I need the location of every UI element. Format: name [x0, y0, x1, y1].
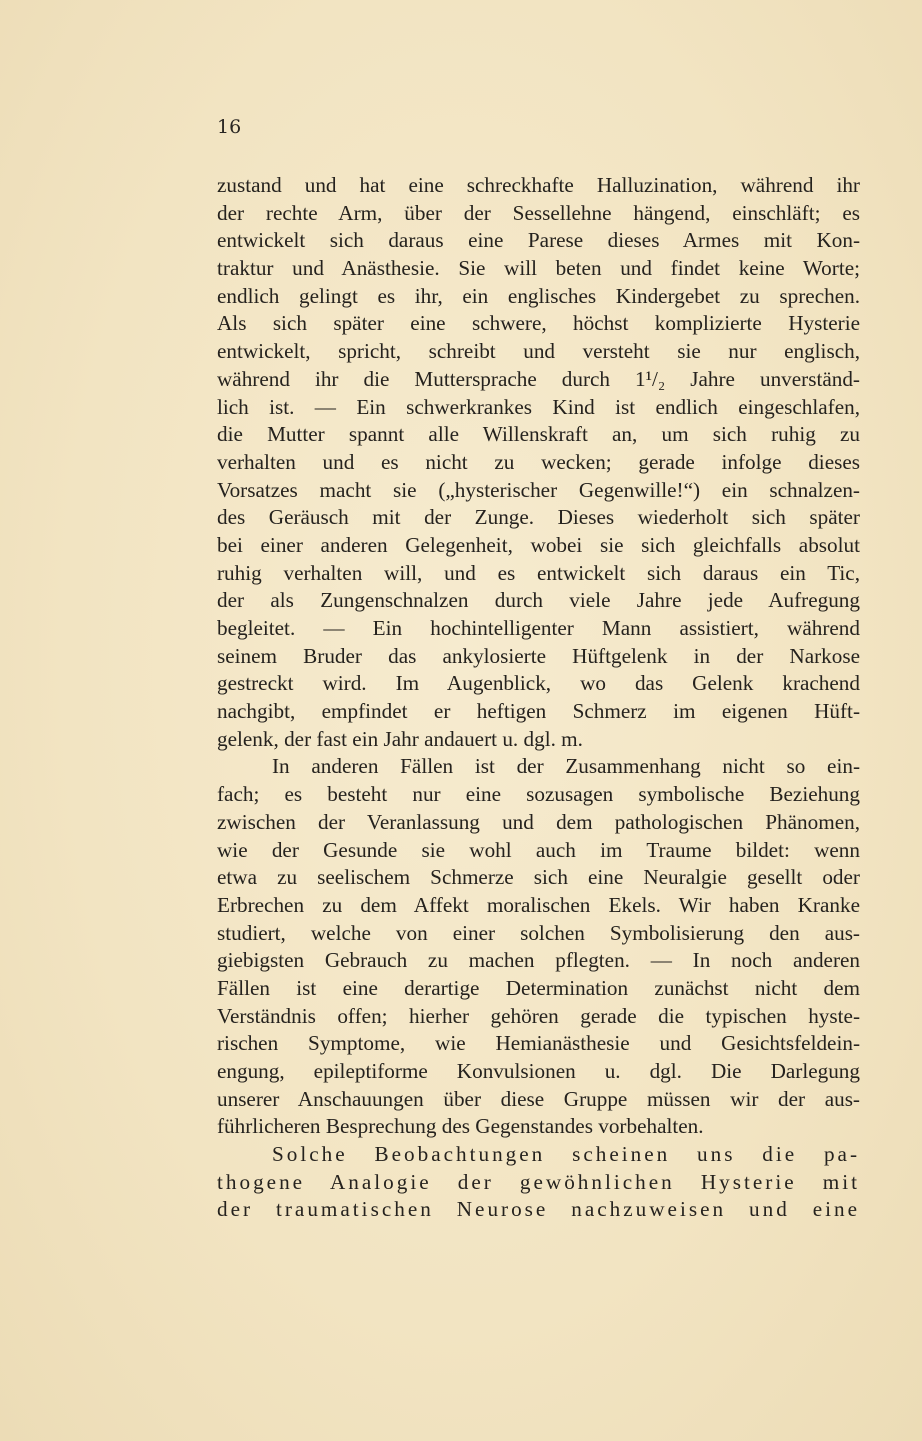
text-line: der rechte Arm, über der Sessellehne hängend, einschläft; es — [217, 200, 860, 225]
text-line: fach; es besteht nur eine sozusagen symbolische Beziehung — [217, 782, 860, 807]
text-line: Vorsatzes macht sie („hysterischer Gegenwille!“) ein schnalzen- — [217, 477, 860, 502]
text-line: engung, epileptiforme Konvulsionen u. dgl. Die Darlegung — [217, 1059, 860, 1083]
text-line: wie der Gesunde sie wohl auch im Traume bildet: wenn — [217, 837, 860, 862]
text-line: etwa zu seelischem Schmerze sich eine Neuralgie gesellt oder — [217, 865, 860, 890]
text-line: Als sich später eine schwere, höchst komplizierte Hysterie — [217, 311, 860, 336]
text-line: Verständnis offen; hierher gehören gerade die typischen hyste- — [217, 1003, 860, 1028]
text-line-paragraph-end: führlicheren Besprechung des Gegenstandes vorbehalten. — [217, 1114, 704, 1139]
body-text — [217, 172, 860, 1224]
text-line: unserer Anschauungen über diese Gruppe müssen wir der aus- — [217, 1086, 860, 1111]
text-line: verhalten und es nicht zu wecken; gerade infolge dieses — [217, 449, 860, 474]
text-line: traktur und Anästhesie. Sie will beten und findet keine Worte; — [217, 256, 860, 281]
text-line: entwickelt sich daraus eine Parese dieses Armes mit Kon- — [217, 228, 860, 253]
text-line: bei einer anderen Gelegenheit, wobei sie sich gleichfalls absolut — [217, 532, 860, 557]
text-line: nachgibt, empfindet er heftigen Schmerz im eigenen Hüft- — [217, 699, 860, 724]
text-line: giebigsten Gebrauch zu machen pflegten. — In noch anderen — [217, 948, 860, 973]
text-line: lich ist. — Ein schwerkrankes Kind ist endlich eingeschlafen, — [217, 394, 860, 419]
text-line: rischen Symptome, wie Hemianästhesie und Gesichtsfeldein- — [217, 1031, 860, 1056]
page-number: 16 — [217, 116, 242, 138]
text-line: Erbrechen zu dem Affekt moralischen Ekels. Wir haben Kranke — [217, 892, 860, 917]
text-line: Fällen ist eine derartige Determination zunächst nicht dem — [217, 975, 860, 1000]
text-line: entwickelt, spricht, schreibt und versteht sie nur englisch, — [217, 339, 860, 364]
text-line: der als Zungenschnalzen durch viele Jahre jede Aufregung — [217, 588, 860, 613]
text-line-paragraph-start-spaced: Solche Beobachtungen scheinen uns die pa- — [272, 1142, 860, 1167]
text-line: begleitet. — Ein hochintelligenter Mann assistiert, während — [217, 616, 860, 640]
text-line-spaced: der traumatischen Neurose nachzuweisen und eine — [217, 1197, 860, 1222]
text-line: während ihr die Muttersprache durch 1¹/₂ Jahre unverständ- — [217, 366, 860, 391]
text-line: die Mutter spannt alle Willenskraft an, um sich ruhig zu — [217, 422, 860, 447]
text-line-paragraph-start: In anderen Fällen ist der Zusammenhang nicht so ein- — [272, 754, 860, 779]
text-line: zwischen der Veranlassung und dem pathologischen Phänomen, — [217, 809, 860, 834]
text-line: des Geräusch mit der Zunge. Dieses wiederholt sich später — [217, 505, 860, 530]
text-line-spaced: thogene Analogie der gewöhnlichen Hysterie mit — [217, 1169, 860, 1194]
text-line-paragraph-end: gelenk, der fast ein Jahr andauert u. dgl. m. — [217, 726, 583, 751]
text-line: studiert, welche von einer solchen Symbolisierung den aus- — [217, 920, 860, 945]
text-line: zustand und hat eine schreckhafte Halluzination, während ihr — [217, 173, 860, 197]
text-line: gestreckt wird. Im Augenblick, wo das Gelenk krachend — [217, 671, 860, 696]
text-line: endlich gelingt es ihr, ein englisches Kindergebet zu sprechen. — [217, 283, 860, 308]
text-line: ruhig verhalten will, und es entwickelt sich daraus ein Tic, — [217, 560, 860, 585]
text-line: seinem Bruder das ankylosierte Hüftgelenk in der Narkose — [217, 643, 860, 668]
